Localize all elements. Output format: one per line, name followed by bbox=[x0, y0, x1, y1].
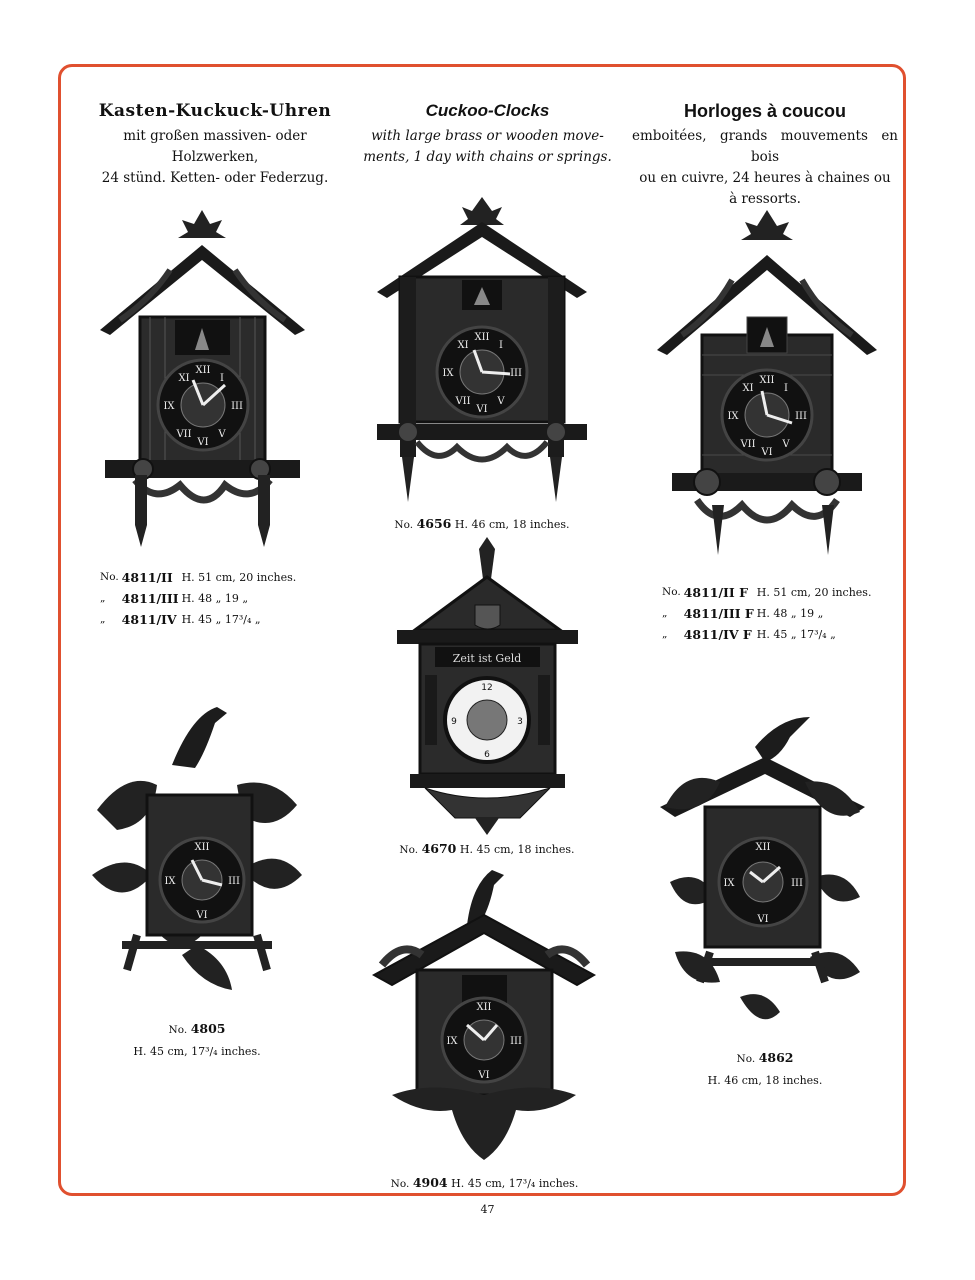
svg-text:III: III bbox=[510, 368, 522, 379]
header-english-title: Cuckoo-Clocks bbox=[425, 101, 550, 120]
caption-row: „ 4811/III H. 48 „ 19 „ bbox=[100, 591, 249, 606]
caption-row: „ 4811/IV H. 45 „ 17³/₄ „ bbox=[100, 612, 261, 627]
caption-row: No. 4811/II H. 51 cm, 20 inches. bbox=[100, 570, 297, 585]
svg-text:I: I bbox=[784, 383, 788, 394]
page-number: 47 bbox=[480, 1203, 495, 1216]
header-french-title: Horloges à coucou bbox=[683, 101, 847, 121]
svg-text:XII: XII bbox=[195, 365, 211, 376]
svg-text:III: III bbox=[791, 878, 803, 889]
svg-text:III: III bbox=[795, 411, 807, 422]
svg-text:III: III bbox=[510, 1036, 522, 1047]
caption-4862: No. 4862 H. 46 cm, 18 inches. bbox=[707, 1050, 823, 1087]
svg-text:XI: XI bbox=[178, 373, 190, 384]
house-clock-icon bbox=[652, 205, 882, 570]
svg-text:IX: IX bbox=[727, 411, 739, 422]
svg-text:VII: VII bbox=[176, 429, 192, 440]
svg-text:VI: VI bbox=[197, 437, 209, 448]
svg-text:VI: VI bbox=[757, 914, 769, 925]
svg-text:VI: VI bbox=[196, 910, 208, 921]
svg-text:III: III bbox=[228, 876, 240, 887]
header-german-title: Kasten-Kuckuck-Uhren bbox=[98, 101, 332, 121]
caption-4811 bbox=[100, 567, 299, 630]
svg-text:V: V bbox=[497, 396, 505, 407]
svg-text:3: 3 bbox=[517, 717, 523, 727]
clock-illustration-4656 bbox=[372, 192, 592, 510]
caption-4811F bbox=[662, 582, 874, 645]
wall-clock-icon bbox=[395, 535, 580, 837]
caption-4805: No. 4805 H. 45 cm, 17³/₄ inches. bbox=[133, 1021, 261, 1058]
svg-text:VI: VI bbox=[478, 1070, 490, 1081]
svg-text:6: 6 bbox=[484, 750, 490, 760]
svg-text:9: 9 bbox=[451, 717, 457, 727]
svg-text:IX: IX bbox=[446, 1036, 458, 1047]
svg-text:VI: VI bbox=[476, 404, 488, 415]
header-german-text: mit großen massiven- oder Holzwerken, 24 stünd. Ketten- oder Federzug. bbox=[101, 128, 329, 186]
caption-4656: No. 4656 H. 46 cm, 18 inches. bbox=[394, 516, 570, 531]
house-clock-icon bbox=[372, 192, 592, 510]
leaf-cuckoo-clock-icon bbox=[92, 700, 302, 1005]
svg-text:XI: XI bbox=[742, 383, 754, 394]
clock-illustration-4811F bbox=[652, 205, 882, 570]
svg-text:I: I bbox=[499, 340, 503, 351]
svg-text:IX: IX bbox=[442, 368, 454, 379]
svg-text:I: I bbox=[220, 373, 224, 384]
svg-text:12: 12 bbox=[481, 683, 493, 693]
svg-text:IX: IX bbox=[164, 876, 176, 887]
svg-text:XII: XII bbox=[755, 842, 771, 853]
caption-row: No. 4811/II F H. 51 cm, 20 inches. bbox=[662, 585, 872, 600]
svg-text:IX: IX bbox=[163, 401, 175, 412]
house-clock-icon bbox=[95, 205, 310, 555]
clock-plaque-text: Zeit ist Geld bbox=[452, 652, 522, 665]
svg-text:XII: XII bbox=[759, 375, 775, 386]
clock-illustration-4811 bbox=[95, 205, 310, 555]
header-german bbox=[80, 100, 350, 189]
header-english-text: with large brass or wooden move- ments, 1 day with chains or springs. bbox=[363, 128, 612, 165]
caption-4670: No. 4670 H. 45 cm, 18 inches. bbox=[399, 841, 575, 856]
svg-text:XI: XI bbox=[457, 340, 469, 351]
svg-text:III: III bbox=[231, 401, 243, 412]
clock-illustration-4805 bbox=[92, 700, 302, 1005]
caption-row: „ 4811/III F H. 48 „ 19 „ bbox=[662, 606, 824, 621]
svg-text:V: V bbox=[782, 439, 790, 450]
svg-text:XII: XII bbox=[474, 332, 490, 343]
header-french-text: emboitées, grands mouvements en bois ou en cuivre, 24 heures à chaines ou à ressorts. bbox=[632, 128, 898, 207]
svg-text:VI: VI bbox=[761, 447, 773, 458]
header-english bbox=[360, 100, 615, 168]
caption-row: „ 4811/IV F H. 45 „ 17³/₄ „ bbox=[662, 627, 836, 642]
svg-text:XII: XII bbox=[476, 1002, 492, 1013]
svg-text:VII: VII bbox=[455, 396, 471, 407]
svg-text:V: V bbox=[218, 429, 226, 440]
clock-illustration-4904 bbox=[372, 865, 597, 1165]
header-french bbox=[632, 100, 898, 210]
clock-illustration-4670 bbox=[395, 535, 580, 837]
svg-text:XII: XII bbox=[194, 842, 210, 853]
svg-text:IX: IX bbox=[723, 878, 735, 889]
caption-4904: No. 4904 H. 45 cm, 17³/₄ inches. bbox=[390, 1175, 579, 1190]
leaf-cuckoo-clock-icon bbox=[655, 712, 870, 1037]
svg-text:VII: VII bbox=[740, 439, 756, 450]
bird-cuckoo-clock-icon bbox=[372, 865, 597, 1165]
clock-illustration-4862 bbox=[655, 712, 870, 1037]
